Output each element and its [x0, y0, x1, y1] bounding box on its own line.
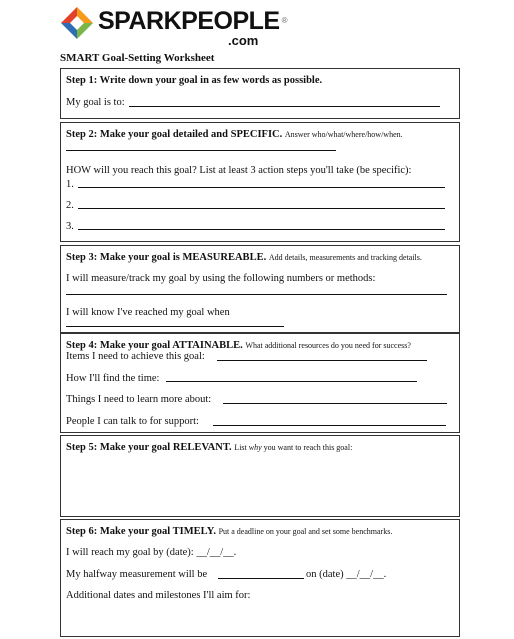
step2-item-1: 1.: [66, 179, 74, 190]
items-needed-line[interactable]: [217, 360, 427, 361]
step1-heading: Step 1: Write down your goal in as few words as possible.: [66, 75, 323, 86]
step2-detail-line[interactable]: [66, 150, 336, 151]
step2-item-2: 2.: [66, 200, 74, 211]
logo-domain: .com: [228, 33, 259, 48]
logo-wordmark: SPARKPEOPLE ®: [98, 7, 287, 35]
deadline-date-blank[interactable]: __/__/__.: [196, 547, 237, 558]
step3-prompt2: I will know I've reached my goal when: [66, 307, 230, 318]
step4-learn-prompt: Things I need to learn more about:: [66, 394, 212, 405]
learn-more-line[interactable]: [223, 403, 447, 404]
step2-heading-row: Step 2: Make your goal detailed and SPECIFIC. Answer who/what/where/how/when.: [66, 129, 403, 140]
support-people-line[interactable]: [213, 425, 446, 426]
halfway-measurement-line[interactable]: [218, 578, 304, 579]
step4-support-prompt: People I can talk to for support:: [66, 416, 199, 427]
worksheet-title: SMART Goal-Setting Worksheet: [60, 52, 215, 64]
sparkpeople-logo: [60, 4, 320, 46]
step2-prompt: HOW will you reach this goal? List at least 3 action steps you'll take (be specific):: [66, 165, 412, 176]
action-step-2-line[interactable]: [78, 208, 445, 209]
action-step-3-line[interactable]: [78, 229, 445, 230]
step6-heading-row: Step 6: Make your goal TIMELY. Put a deadline on your goal and set some benchmarks.: [66, 526, 393, 537]
goal-input-line[interactable]: [129, 106, 440, 107]
step4-heading-row: Step 4: Make your goal ATTAINABLE. What additional resources do you need for success?: [66, 340, 411, 351]
step4-items-prompt: Items I need to achieve this goal:: [66, 351, 205, 362]
step3-prompt1: I will measure/track my goal by using the following numbers or methods:: [66, 273, 376, 284]
measure-method-line[interactable]: [66, 294, 447, 295]
find-time-line[interactable]: [166, 381, 417, 382]
step2-item-3: 3.: [66, 221, 74, 232]
step4-time-prompt: How I'll find the time:: [66, 373, 160, 384]
spark-diamond-icon: [60, 6, 94, 40]
step1-prompt: My goal is to:: [66, 97, 125, 108]
action-step-1-line[interactable]: [78, 187, 445, 188]
goal-reached-line[interactable]: [66, 326, 284, 327]
step6-halfway-date-row: on (date) __/__/__.: [306, 569, 387, 580]
step3-heading-row: Step 3: Make your goal is MEASUREABLE. Add details, measurements and tracking details.: [66, 252, 422, 263]
step6-halfway-prompt: My halfway measurement will be: [66, 569, 208, 580]
step5-heading-row: Step 5: Make your goal RELEVANT. List why you want to reach this goal:: [66, 442, 353, 453]
relevance-answer-area[interactable]: [62, 456, 458, 514]
step6-milestones-prompt: Additional dates and milestones I'll aim for:: [66, 590, 251, 601]
halfway-date-blank[interactable]: __/__/__.: [346, 569, 387, 580]
step6-deadline-row: I will reach my goal by (date): __/__/__.: [66, 547, 237, 558]
